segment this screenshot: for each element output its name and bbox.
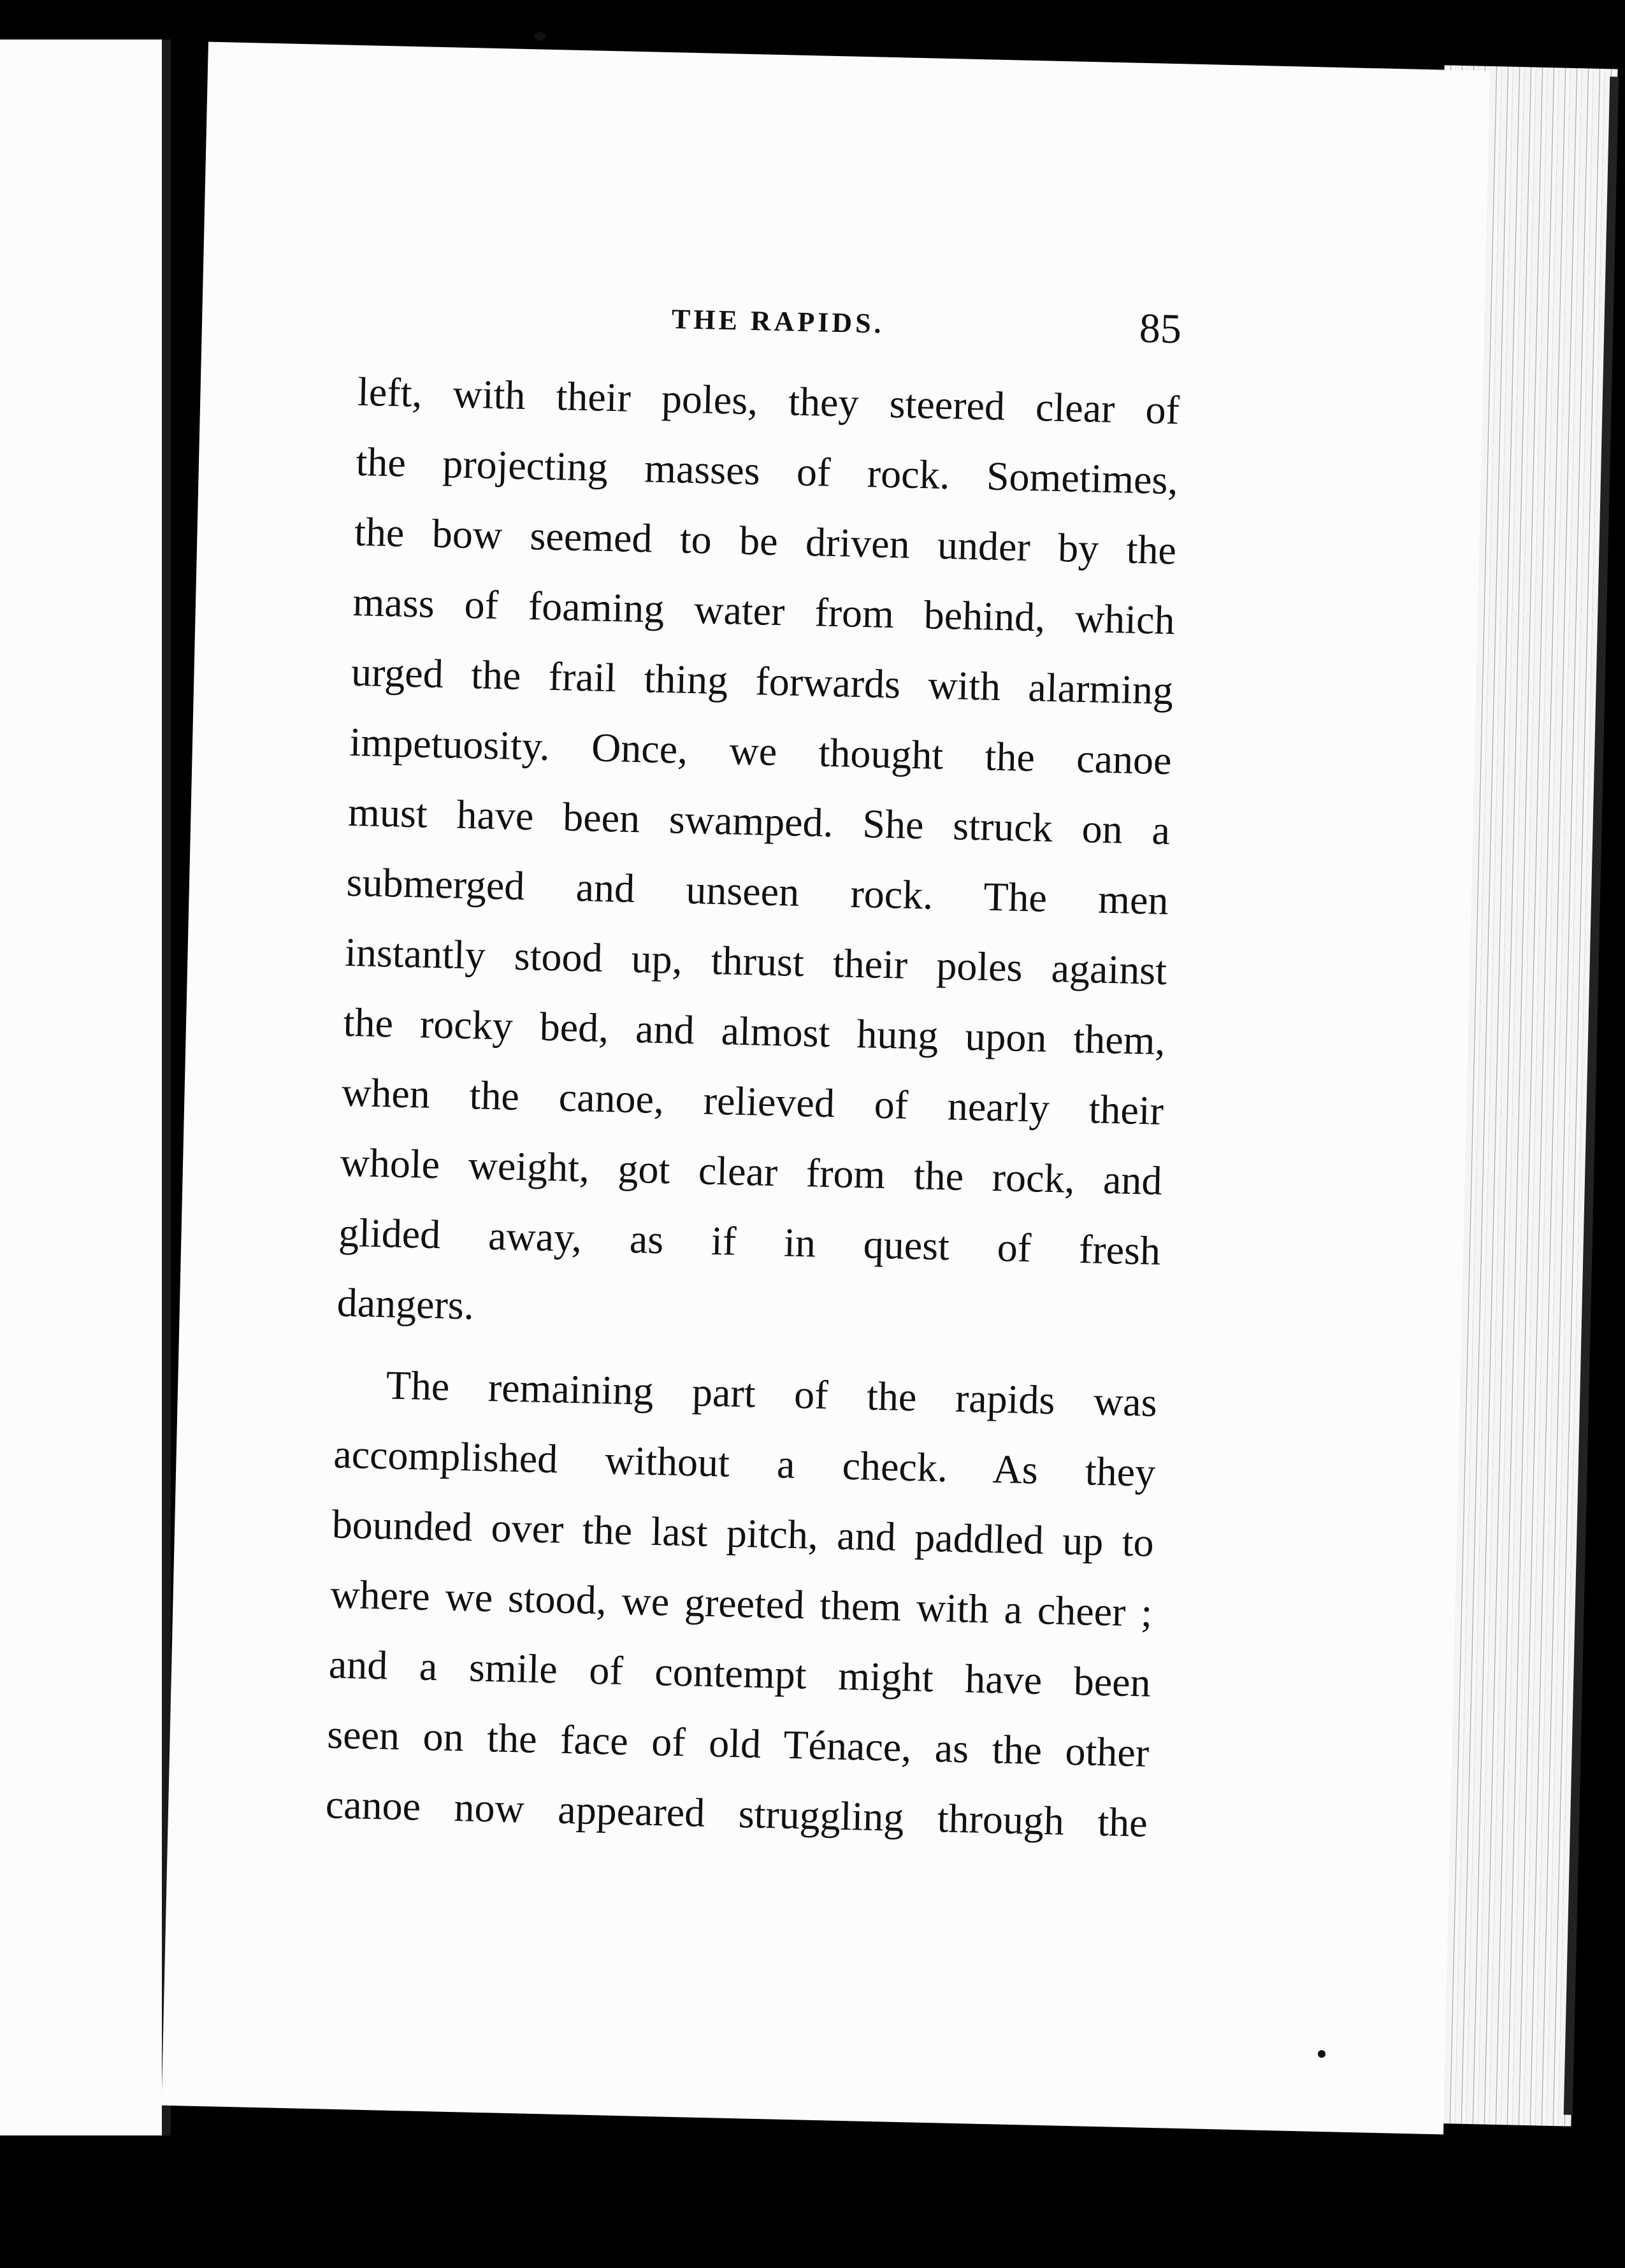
ink-speck: [534, 32, 545, 41]
text-line: submerged and unseen rock. The men: [345, 859, 1169, 924]
text-line: bounded over the last pitch, and paddled up to: [331, 1501, 1155, 1565]
running-title: THE RAPIDS.: [671, 303, 885, 340]
paragraph: [336, 357, 1181, 1356]
text-line: whole weight, got clear from the rock, and: [340, 1139, 1163, 1203]
page-number: 85: [1139, 305, 1182, 353]
text-line: when the canoe, relieved of nearly their: [341, 1069, 1164, 1133]
text-line: the rocky bed, and almost hung upon them,: [343, 999, 1166, 1063]
text-line: must have been swamped. She struck on a: [347, 789, 1171, 854]
text-line: the bow seemed to be driven under by the: [354, 508, 1177, 573]
text-line: The remaining part of the rapids was: [386, 1362, 1158, 1425]
text-line: left, with their poles, they steered clear of: [357, 368, 1180, 433]
text-line: seen on the face of old Ténace, as the other: [326, 1711, 1150, 1776]
text-line: glided away, as if in quest of fresh: [338, 1209, 1161, 1274]
left-page-edge: [0, 39, 171, 2135]
text-line: and a smile of contempt might have been: [328, 1641, 1152, 1705]
text-line: canoe now appeared struggling through the: [325, 1781, 1148, 1846]
text-line: mass of foaming water from behind, which: [352, 578, 1176, 643]
text-line: the projecting masses of rock. Sometimes,: [355, 438, 1179, 503]
text-line: impetuosity. Once, we thought the canoe: [349, 719, 1173, 784]
paragraph: [325, 1349, 1158, 1858]
text-line: instantly stood up, thrust their poles against: [344, 929, 1167, 993]
ink-speck: [1318, 2050, 1325, 2058]
page-text-block: [325, 287, 1182, 1858]
text-line: dangers.: [336, 1279, 475, 1328]
text-line: accomplished without a check. As they: [333, 1431, 1156, 1495]
text-line: where we stood, we greeted them with a cheer ;: [329, 1571, 1153, 1635]
text-line: urged the frail thing forwards with alarming: [350, 649, 1174, 714]
